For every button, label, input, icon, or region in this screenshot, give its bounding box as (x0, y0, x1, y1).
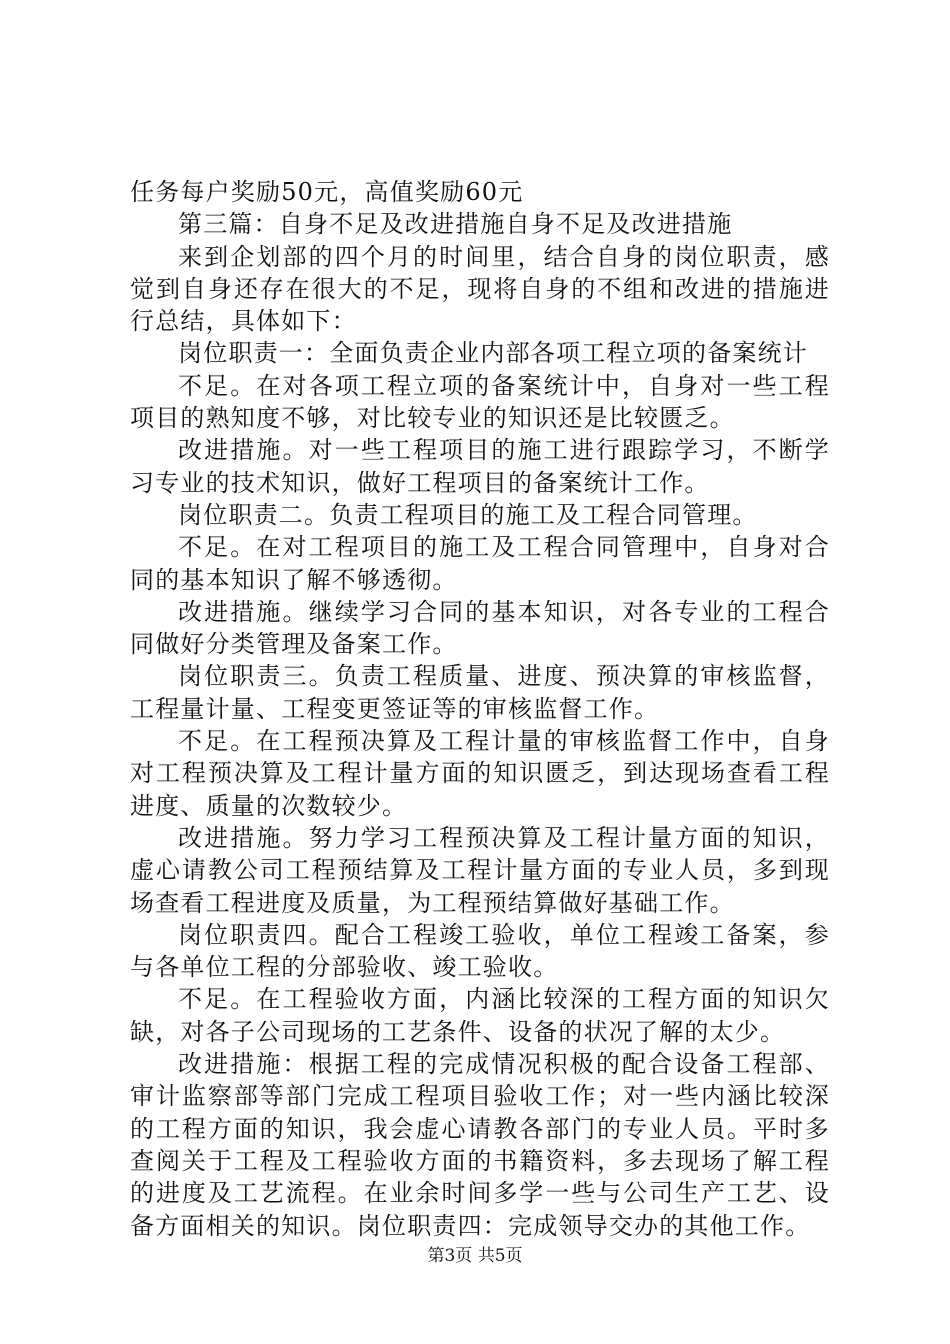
duty-two-heading: 岗位职责二。负责工程项目的施工及工程合同管理。 (178, 500, 758, 529)
duty-three-improvement: 改进措施。努力学习工程预决算及工程计量方面的知识，虚心请教公司工程预结算及工程计量方面的专业人员，多到现场查看工程进度及质量，为工程预结算做好基础工作。 (130, 823, 830, 917)
duty-one-heading: 岗位职责一：全面负责企业内部各项工程立项的备案统计 (178, 339, 808, 368)
page-number-footer: 第3页 共5页 (427, 1246, 523, 1266)
duty-two-improvement: 改进措施。继续学习合同的基本知识，对各专业的工程合同做好分类管理及备案工作。 (130, 597, 830, 659)
duty-three-heading: 岗位职责三。负责工程质量、进度、预决算的审核监督，工程量计量、工程变更签证等的审核监督工作。 (130, 662, 830, 723)
duty-four-heading: 岗位职责四。配合工程竣工验收，单位工程竣工备案，参与各单位工程的分部验收、竣工验收。 (130, 920, 830, 982)
paragraph-intro: 来到企划部的四个月的时间里，结合自身的岗位职责，感觉到自身还存在很大的不足，现将自身的不组和改进的措施进行总结，具体如下： (130, 242, 830, 336)
duty-one-shortcoming: 不足。在对各项工程立项的备案统计中，自身对一些工程项目的熟知度不够，对比较专业的知识还是比较匮乏。 (130, 371, 830, 433)
duty-four-improvement: 改进措施：根据工程的完成情况积极的配合设备工程部、审计监察部等部门完成工程项目验收工作；对一些内涵比较深的工程方面的知识，我会虚心请教各部门的专业人员。平时多查阅关于工程及工程验收方面的书籍资料，多去现场了解工程的进度及工艺流程。在业余时间多学一些与公司生产工艺、设备方面相关的知识。岗位职责四：完成领导交办的其他工作。 (130, 1050, 830, 1240)
section-heading-part-three: 第三篇：自身不足及改进措施自身不足及改进措施 (178, 210, 733, 239)
document-body (130, 176, 830, 1242)
duty-two-shortcoming: 不足。在对工程项目的施工及工程合同管理中，自身对合同的基本知识了解不够透彻。 (130, 533, 830, 594)
paragraph-reward-line: 任务每户奖励50元，高值奖励60元 (130, 178, 524, 206)
duty-one-improvement: 改进措施。对一些工程项目的施工进行跟踪学习，不断学习专业的技术知识，做好工程项目的备案统计工作。 (130, 436, 830, 497)
duty-three-shortcoming: 不足。在工程预决算及工程计量的审核监督工作中，自身对工程预决算及工程计量方面的知识匮乏，到达现场查看工程进度、质量的次数较少。 (130, 727, 830, 820)
duty-four-shortcoming: 不足。在工程验收方面，内涵比较深的工程方面的知识欠缺，对各子公司现场的工艺条件、设备的状况了解的太少。 (130, 985, 830, 1046)
